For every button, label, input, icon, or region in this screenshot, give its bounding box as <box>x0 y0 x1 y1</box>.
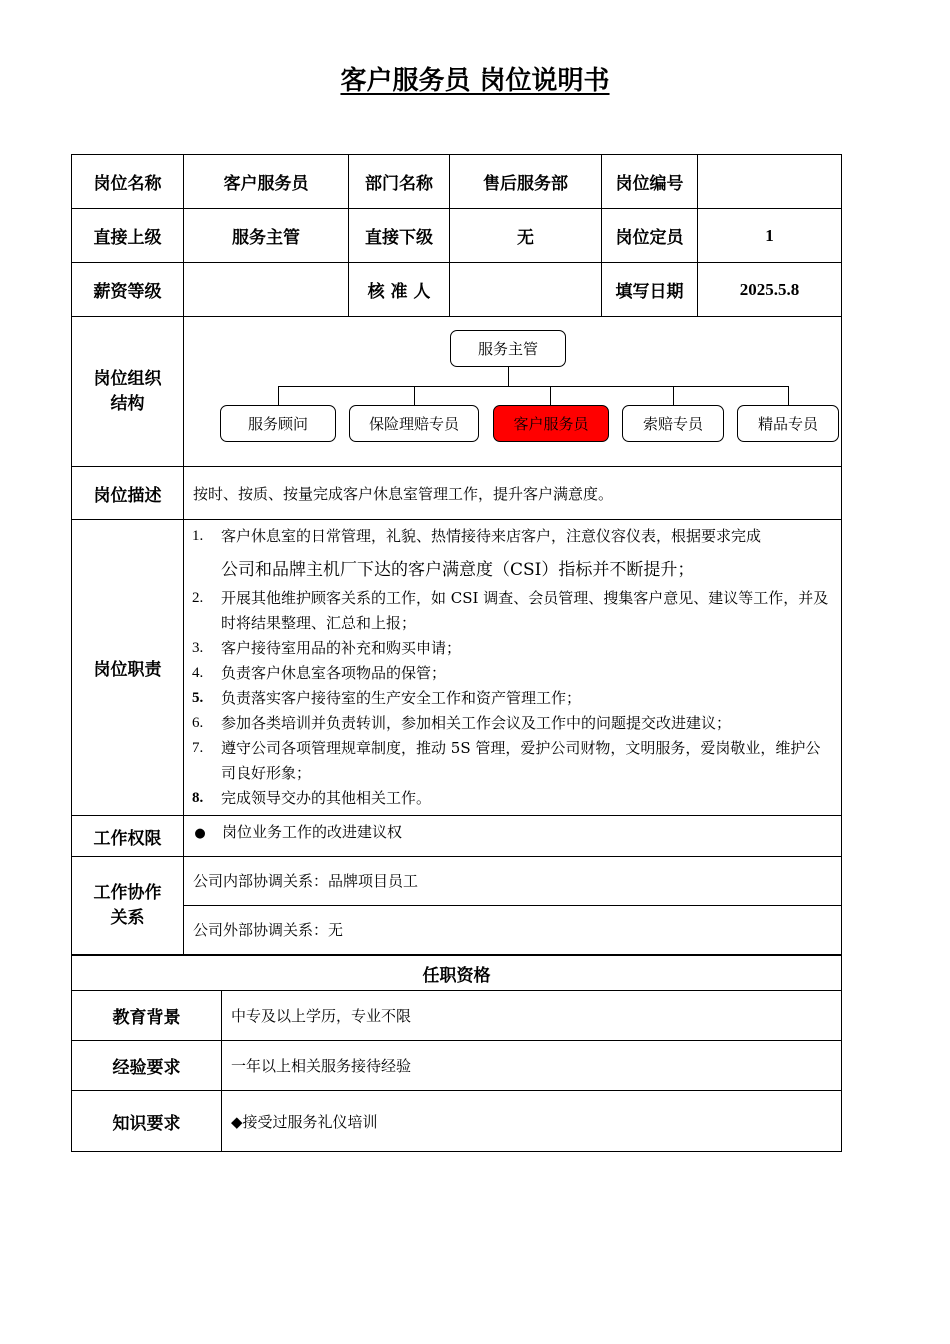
org-node-boutique-specialist: 精品专员 <box>737 405 839 442</box>
duty-number: 3. <box>192 640 204 656</box>
org-chart <box>184 318 841 466</box>
knowledge-value: ◆接受过服务礼仪培训 <box>222 1091 842 1152</box>
superior-value: 服务主管 <box>184 209 349 263</box>
duty-text: 遵守公司各项管理规章制度，推动 5S 管理，爱护公司财物，文明服务，爱岗敬业，维护公司良好形象； <box>221 739 821 782</box>
experience-value: 一年以上相关服务接待经验 <box>222 1041 842 1091</box>
org-connector <box>788 386 789 405</box>
org-node-claims-specialist: 索赔专员 <box>622 405 724 442</box>
org-node-insurance-claims: 保险理赔专员 <box>349 405 479 442</box>
duty-item <box>192 636 833 661</box>
external-coordination: 公司外部协调关系：无 <box>193 921 344 940</box>
duty-item <box>192 736 833 786</box>
org-connector <box>550 386 551 405</box>
duty-number: 2. <box>192 590 204 606</box>
duty-item <box>192 586 833 636</box>
position-name-value: 客户服务员 <box>184 155 349 209</box>
date-value: 2025.5.8 <box>698 263 842 317</box>
duty-text: 完成领导交办的其他相关工作。 <box>221 789 432 807</box>
duty-item <box>192 786 833 811</box>
org-connector <box>673 386 674 405</box>
education-label: 教育背景 <box>72 991 222 1041</box>
headcount-label: 岗位定员 <box>602 209 698 263</box>
duties-cell <box>184 520 842 816</box>
description-text: 按时、按质、按量完成客户休息室管理工作，提升客户满意度。 <box>184 467 842 520</box>
org-structure-label: 岗位组织结构 <box>72 317 184 467</box>
duties-list <box>184 520 841 813</box>
duty-number: 7. <box>192 740 204 756</box>
duty-number: 8. <box>192 790 204 806</box>
duty-number: 6. <box>192 715 204 731</box>
duty-number: 4. <box>192 665 204 681</box>
org-connector <box>508 367 509 386</box>
authority-cell <box>184 816 842 857</box>
education-value: 中专及以上学历，专业不限 <box>222 991 842 1041</box>
org-chart-cell <box>184 317 842 467</box>
duty-text: 负责客户休息室各项物品的保管； <box>221 664 447 682</box>
duty-text-continued: 公司和品牌主机厂下达的客户满意度（CSI）指标并不断提升； <box>221 560 695 580</box>
duty-item <box>192 524 833 586</box>
position-name-label: 岗位名称 <box>72 155 184 209</box>
duty-text: 客户休息室的日常管理，礼貌、热情接待来店客户，注意仪容仪表，根据要求完成 <box>221 527 762 545</box>
duty-number: 5. <box>192 690 204 706</box>
authority-label: 工作权限 <box>72 816 184 857</box>
duty-text: 客户接待室用品的补充和购买申请； <box>221 639 462 657</box>
org-connector <box>414 386 415 405</box>
cooperation-label: 工作协作关系 <box>72 857 184 955</box>
job-info-table <box>71 154 842 955</box>
duty-text: 开展其他维护顾客关系的工作，如 CSI 调查、会员管理、搜集客户意见、建议等工作，并及时将结果整理、汇总和上报； <box>221 589 829 632</box>
org-connector <box>278 386 279 405</box>
approver-value <box>450 263 602 317</box>
duty-number: 1. <box>192 528 204 544</box>
page-title: 客户服务员 岗位说明书 <box>340 66 610 96</box>
duty-item <box>192 686 833 711</box>
duty-item <box>192 711 833 736</box>
headcount-value: 1 <box>698 209 842 263</box>
duty-item <box>192 661 833 686</box>
qualification-table <box>71 955 842 1152</box>
internal-coordination: 公司内部协调关系：品牌项目员工 <box>184 857 841 905</box>
duty-text: 负责落实客户接待室的生产安全工作和资产管理工作； <box>221 689 582 707</box>
approver-label: 核 准 人 <box>349 263 450 317</box>
salary-label: 薪资等级 <box>72 263 184 317</box>
salary-value <box>184 263 349 317</box>
duties-label: 岗位职责 <box>72 520 184 816</box>
org-node-top: 服务主管 <box>450 330 566 367</box>
department-label: 部门名称 <box>349 155 450 209</box>
org-node-customer-service: 客户服务员 <box>493 405 609 442</box>
subordinate-value: 无 <box>450 209 602 263</box>
knowledge-label: 知识要求 <box>72 1091 222 1152</box>
cooperation-cell <box>184 857 842 955</box>
position-code-value <box>698 155 842 209</box>
position-code-label: 岗位编号 <box>602 155 698 209</box>
date-label: 填写日期 <box>602 263 698 317</box>
description-label: 岗位描述 <box>72 467 184 520</box>
cooperation-subtable <box>184 857 841 954</box>
authority-text: 岗位业务工作的改进建议权 <box>222 823 403 841</box>
bullet-icon: ● <box>194 826 206 841</box>
org-connector <box>278 386 788 387</box>
experience-label: 经验要求 <box>72 1041 222 1091</box>
department-value: 售后服务部 <box>450 155 602 209</box>
subordinate-label: 直接下级 <box>349 209 450 263</box>
org-node-service-advisor: 服务顾问 <box>220 405 336 442</box>
qualification-header: 任职资格 <box>72 956 842 991</box>
superior-label: 直接上级 <box>72 209 184 263</box>
duty-text: 参加各类培训并负责转训，参加相关工作会议及工作中的问题提交改进建议； <box>221 714 732 732</box>
